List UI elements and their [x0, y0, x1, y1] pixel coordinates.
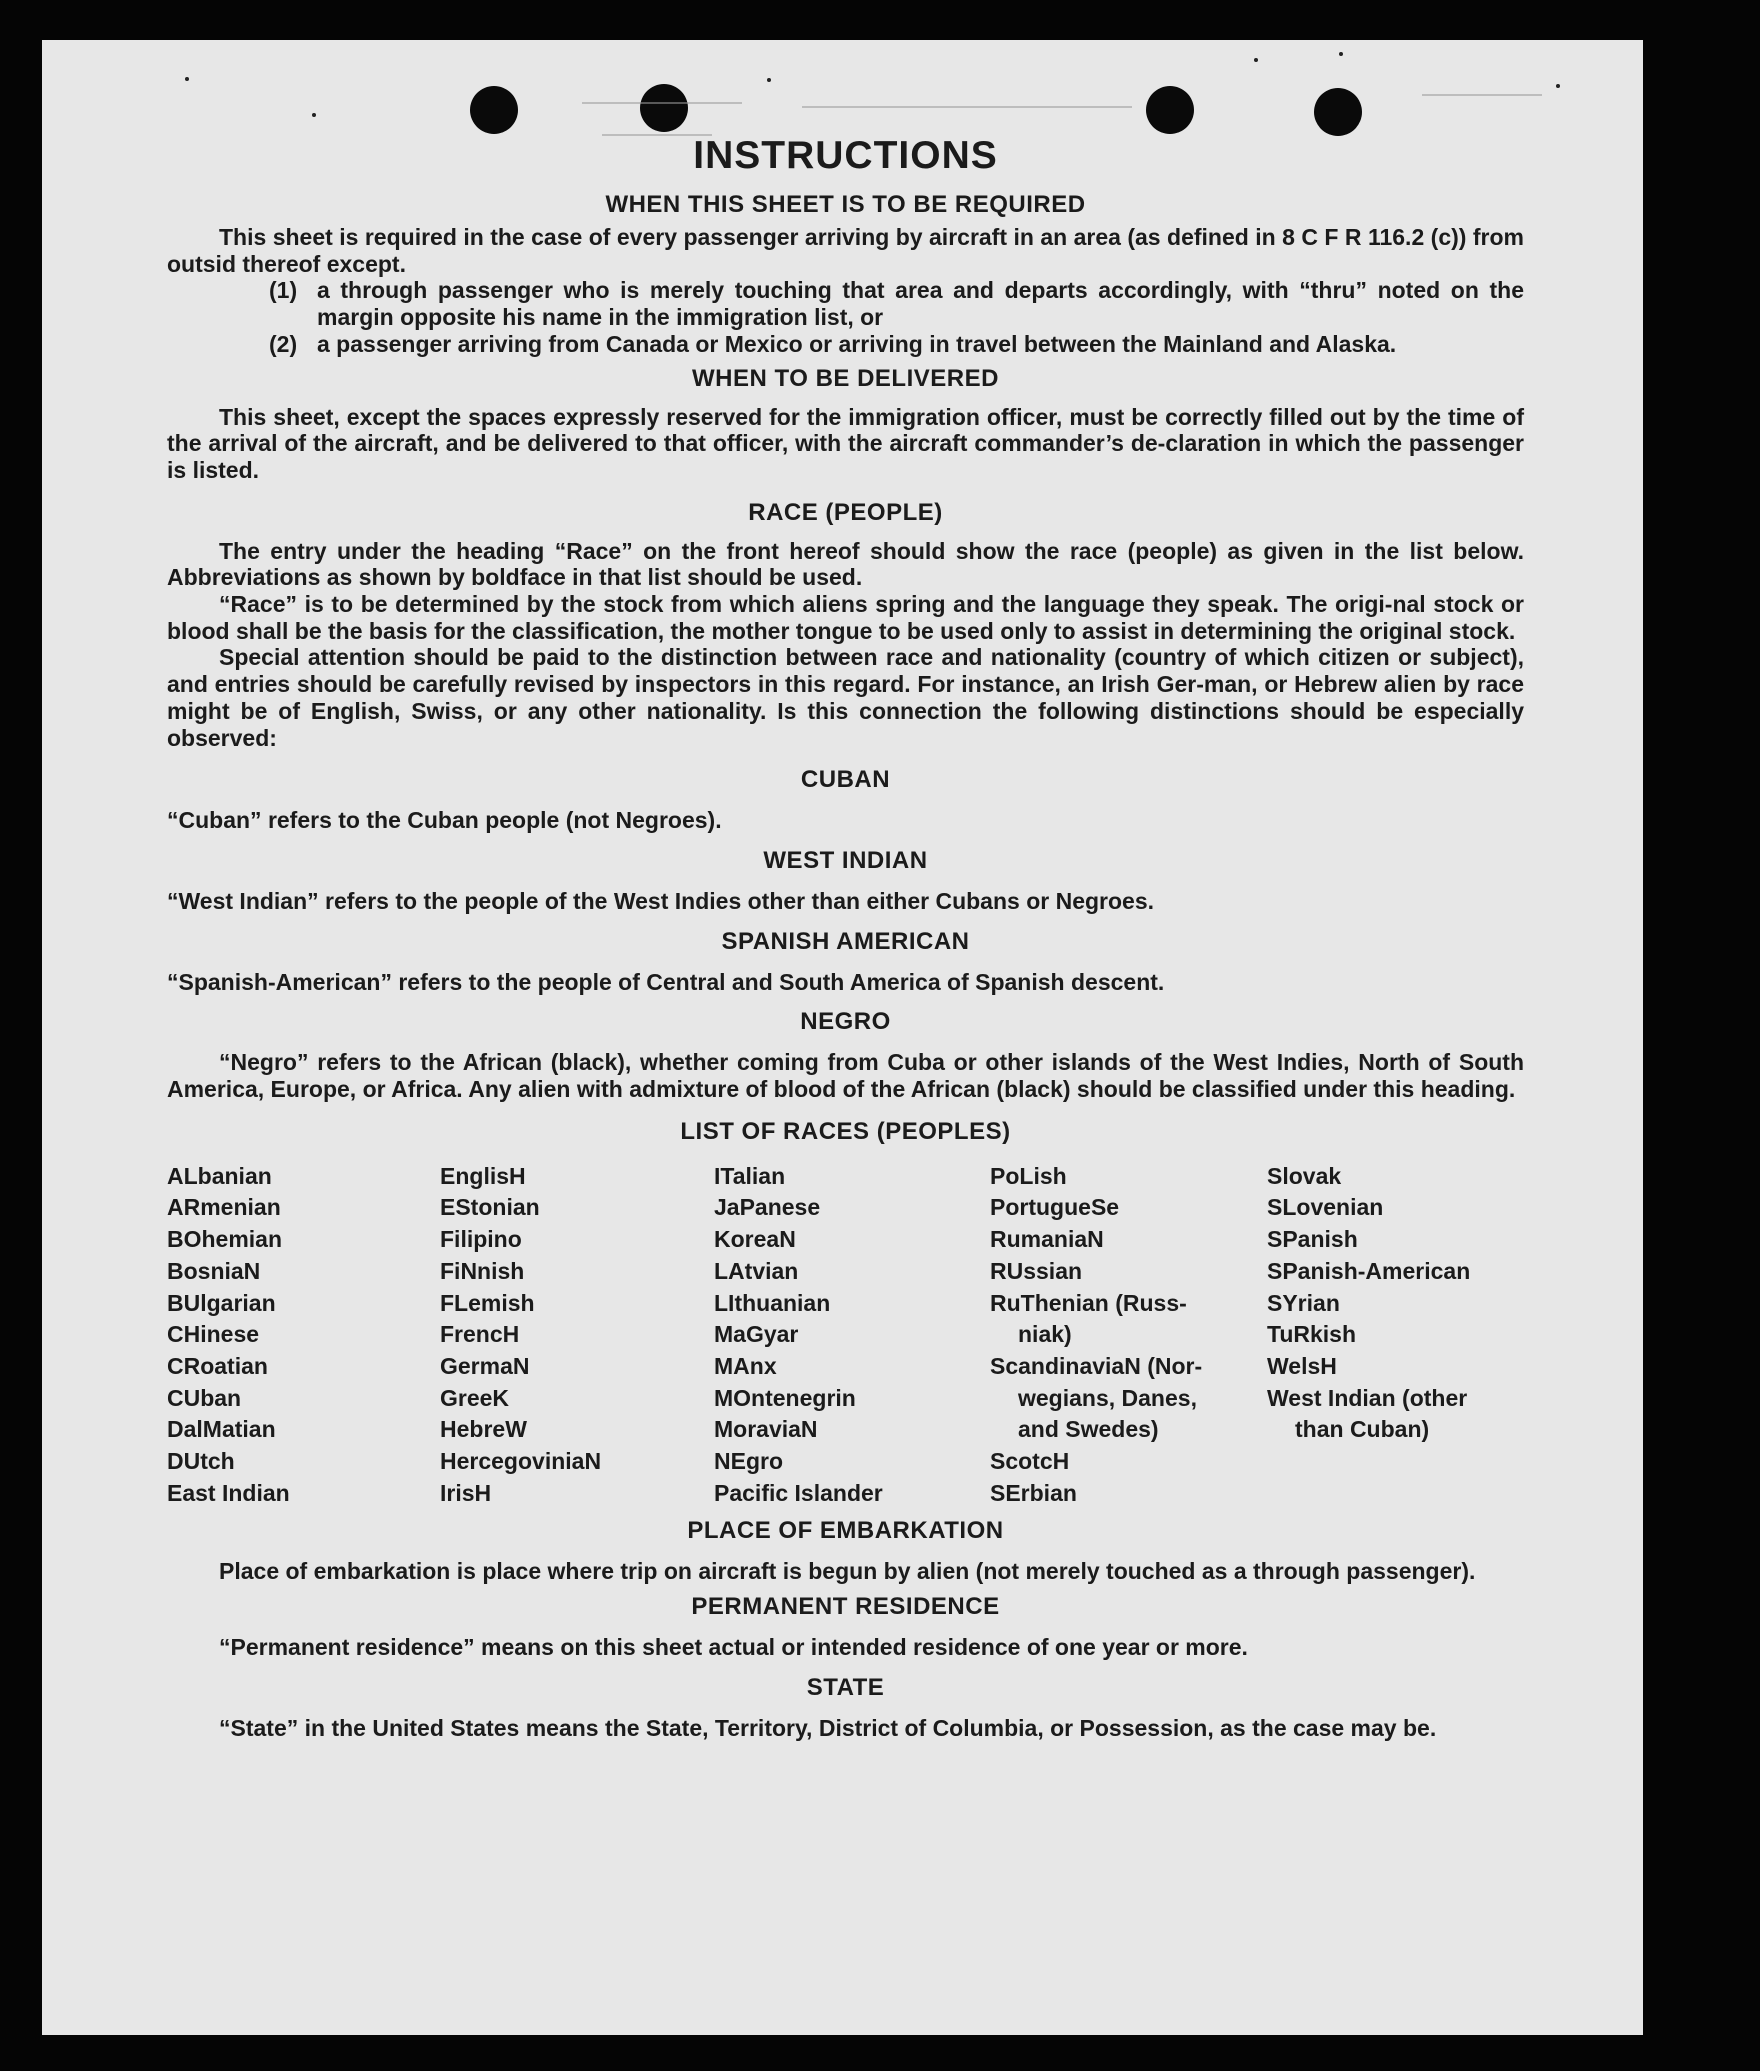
heading-cuban: CUBAN: [800, 766, 891, 794]
race-entry: Slovak: [1267, 1162, 1342, 1189]
paper-speck: [1254, 58, 1258, 62]
race-entry: SYrian: [1267, 1289, 1340, 1316]
race-entry: PoLish: [990, 1162, 1067, 1189]
heading-when-delivered: WHEN TO BE DELIVERED: [692, 364, 999, 392]
punch-hole: [640, 84, 688, 132]
paragraph-when-delivered: This sheet, except the spaces expressly reserved for the immigration officer, must be correctly filled out by the time of the arrival of the aircraft, and be delivered to that officer, with the aircraft commander’s de-claration in which the passenger is listed.: [167, 403, 1524, 483]
race-entry: SPanish: [1267, 1226, 1358, 1253]
race-entry: FrencH: [440, 1321, 520, 1348]
race-entry: BOhemian: [167, 1226, 283, 1253]
paragraph-embarkation: Place of embarkation is place where trip on aircraft is begun by alien (not merely touched as a through passenger).: [219, 1557, 1476, 1584]
race-entry: EnglisH: [440, 1162, 526, 1189]
race-entry: JaPanese: [714, 1194, 821, 1221]
exception-item-1: [167, 277, 1524, 330]
race-entry: FiNnish: [440, 1257, 525, 1284]
heading-negro: NEGRO: [800, 1008, 891, 1036]
heading-west-indian: WEST INDIAN: [763, 846, 928, 874]
race-entry: TuRkish: [1267, 1321, 1357, 1348]
race-entry: ScandinaviaN (Nor-: [990, 1352, 1203, 1379]
race-entry: West Indian (other: [1267, 1384, 1468, 1411]
race-entry: GreeK: [440, 1384, 510, 1411]
show-through-line: [582, 102, 742, 104]
heading-spanish-american: SPANISH AMERICAN: [721, 927, 970, 955]
race-entry: NEgro: [714, 1448, 783, 1475]
punch-hole: [1146, 86, 1194, 134]
exception-item-2: [167, 331, 1524, 358]
races-column-4: [990, 1161, 1267, 1510]
heading-race: RACE (PEOPLE): [748, 498, 943, 526]
race-entry-continuation: and Swedes): [1018, 1416, 1159, 1443]
race-entry: WelsH: [1267, 1352, 1337, 1379]
paragraph-race-3: Special attention should be paid to the distinction between race and nationality (country of which citizen or subject), and entries should be carefully revised by inspectors in this regard. For instance, an Irish Ger-man, or Hebrew alien by race might be of English, Swiss, or any other nationality. Is this connection the following distinctions should be especially observed:: [167, 644, 1524, 751]
race-entry: IrisH: [440, 1479, 492, 1506]
race-entry: MaGyar: [714, 1321, 799, 1348]
race-entry: PortugueSe: [990, 1194, 1120, 1221]
punch-hole: [1314, 88, 1362, 136]
race-entry: CRoatian: [167, 1352, 268, 1379]
races-column-2: [440, 1161, 714, 1510]
race-entry: ITalian: [714, 1162, 786, 1189]
races-column-3: [714, 1161, 990, 1510]
punch-hole: [470, 86, 518, 134]
paper-speck: [1556, 84, 1560, 88]
race-entry: CUban: [167, 1384, 242, 1411]
races-column-5: [1267, 1161, 1517, 1510]
exception-number: (1): [269, 277, 298, 304]
race-entry: East Indian: [167, 1479, 290, 1506]
race-entry: SErbian: [990, 1479, 1077, 1506]
show-through-line: [802, 106, 1132, 108]
paper-speck: [1339, 52, 1343, 56]
exception-text: a passenger arriving from Canada or Mexico or arriving in travel between the Mainland and Alaska.: [317, 330, 1397, 357]
race-entry: GermaN: [440, 1352, 530, 1379]
race-entry: SLovenian: [1267, 1194, 1384, 1221]
race-entry: ALbanian: [167, 1162, 272, 1189]
paragraph-west-indian: “West Indian” refers to the people of the West Indies other than either Cubans or Negroes.: [167, 887, 1155, 914]
paper-speck: [767, 78, 771, 82]
race-entry: DUtch: [167, 1448, 235, 1475]
race-entry: RUssian: [990, 1257, 1083, 1284]
races-column-1: [167, 1161, 440, 1510]
race-entry: ARmenian: [167, 1194, 281, 1221]
page-title: INSTRUCTIONS: [693, 134, 998, 177]
heading-when-required: WHEN THIS SHEET IS TO BE REQUIRED: [605, 191, 1086, 218]
race-entry-continuation: niak): [1018, 1321, 1072, 1348]
paragraph-state: “State” in the United States means the State, Territory, District of Columbia, or Possession, as the case may be.: [219, 1714, 1437, 1741]
race-entry: RumaniaN: [990, 1226, 1104, 1253]
exception-text: a through passenger who is merely touching that area and departs accordingly, with “thru” noted on the margin opposite his name in the immigration list, or: [317, 277, 1524, 331]
race-entry-continuation: than Cuban): [1295, 1416, 1430, 1443]
show-through-line: [1422, 94, 1542, 96]
race-entry: MAnx: [714, 1352, 777, 1379]
paper-speck: [185, 77, 189, 81]
race-entry: Filipino: [440, 1226, 522, 1253]
paragraph-when-required: This sheet is required in the case of every passenger arriving by aircraft in an area (as defined in 8 C F R 116.2 (c)) from outsid thereof except.: [167, 224, 1524, 277]
race-entry: MOntenegrin: [714, 1384, 856, 1411]
paragraph-negro: “Negro” refers to the African (black), whether coming from Cuba or other islands of the West Indies, North of South America, Europe, or Africa. Any alien with admixture of blood of the African (black) should be classified under this heading.: [167, 1049, 1524, 1103]
paragraph-permanent-residence: “Permanent residence” means on this sheet actual or intended residence of one year or more.: [219, 1634, 1248, 1661]
race-entry: FLemish: [440, 1289, 535, 1316]
race-entry: ScotcH: [990, 1448, 1070, 1475]
race-entry: EStonian: [440, 1194, 540, 1221]
heading-list-of-races: LIST OF RACES (PEOPLES): [680, 1117, 1011, 1145]
heading-state: STATE: [806, 1673, 885, 1701]
document-body: [167, 132, 1524, 1742]
race-entry: HercegoviniaN: [440, 1448, 602, 1475]
race-entry: Pacific Islander: [714, 1479, 883, 1506]
race-entry: SPanish-American: [1267, 1257, 1471, 1284]
race-entry: RuThenian (Russ-: [990, 1289, 1187, 1316]
paragraph-spanish-american: “Spanish-American” refers to the people of Central and South America of Spanish descent.: [167, 968, 1165, 995]
race-entry: LIthuanian: [714, 1289, 831, 1316]
race-entry: LAtvian: [714, 1257, 799, 1284]
exception-number: (2): [269, 330, 298, 357]
races-table: [167, 1161, 1524, 1510]
race-entry: BosniaN: [167, 1257, 261, 1284]
paragraph-race-2: “Race” is to be determined by the stock from which aliens spring and the language they speak. The origi-nal stock or blood shall be the basis for the classification, the mother tongue to be used only to assist in determining the original stock.: [167, 591, 1524, 644]
race-entry: KoreaN: [714, 1226, 796, 1253]
race-entry: CHinese: [167, 1321, 260, 1348]
race-entry: BUlgarian: [167, 1289, 276, 1316]
paper-speck: [312, 113, 316, 117]
heading-permanent-residence: PERMANENT RESIDENCE: [691, 1593, 1000, 1621]
race-entry: HebreW: [440, 1416, 527, 1443]
document-page: [42, 40, 1643, 2035]
race-entry-continuation: wegians, Danes,: [1018, 1384, 1197, 1411]
heading-embarkation: PLACE OF EMBARKATION: [687, 1516, 1004, 1544]
race-entry: DalMatian: [167, 1416, 276, 1443]
paragraph-cuban: “Cuban” refers to the Cuban people (not Negroes).: [167, 807, 722, 834]
race-entry: MoraviaN: [714, 1416, 818, 1443]
paragraph-race-1: The entry under the heading “Race” on the front hereof should show the race (people) as given in the list below. Abbreviations as shown by boldface in that list should be used.: [167, 537, 1524, 591]
